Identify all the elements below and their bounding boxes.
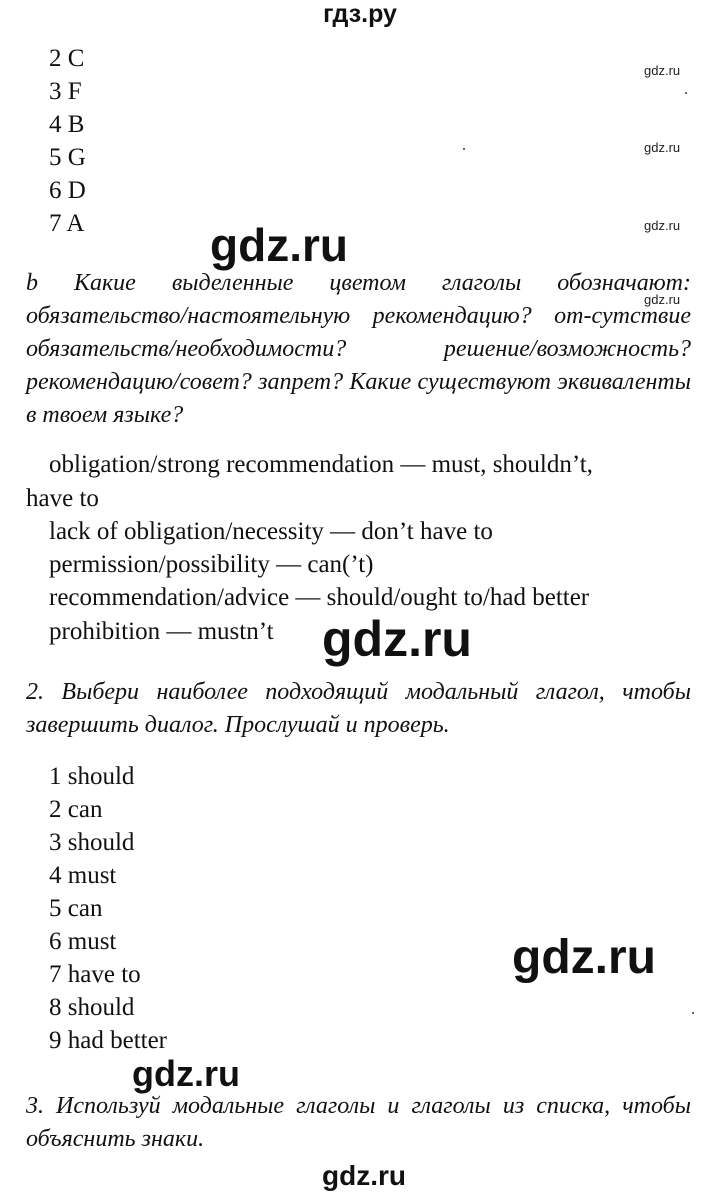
list-item: 9 had better (49, 1027, 168, 1054)
list-item: 3 F (49, 78, 82, 105)
list-item: 3 should (49, 829, 135, 856)
list-item: 4 B (49, 111, 85, 138)
section-a-answers (49, 42, 86, 240)
answer-line: permission/possibility — can(’t) (49, 551, 374, 578)
list-item: 2 can (49, 796, 103, 823)
list-item: 7 have to (49, 961, 141, 988)
list-item: 5 G (49, 144, 86, 171)
list-item: 6 D (49, 177, 86, 204)
watermark-small: gdz.ru (644, 63, 681, 78)
task-2-text: 2. Выбери наиболее подходящий модальный глагол, чтобы завершить диалог. Прослушай и проверь. (26, 679, 691, 738)
watermark-large: gdz.ru (512, 931, 656, 984)
scan-speck (685, 92, 687, 94)
scan-speck (463, 148, 465, 150)
list-item: 7 A (49, 210, 85, 237)
list-item: 6 must (49, 928, 117, 955)
watermark-small: gdz.ru (644, 292, 681, 307)
answer-line: prohibition — mustn’t (49, 618, 274, 645)
watermark-large: gdz.ru (322, 611, 472, 667)
watermark-small: gdz.ru (644, 218, 681, 233)
watermark-small: gdz.ru (644, 140, 681, 155)
answer-line: recommendation/advice — should/ought to/had better (49, 584, 590, 611)
footer-watermark: gdz.ru (322, 1160, 406, 1191)
list-item: 1 should (49, 763, 135, 790)
task-3-text: 3. Используй модальные глаголы и глаголы из списка, чтобы объяснить знаки. (26, 1093, 691, 1152)
list-item: 8 should (49, 994, 135, 1021)
watermark-large: gdz.ru (132, 1053, 240, 1094)
task-b-text: b Какие выделенные цветом глаголы обозначают: обязательство/настоятельную рекомендацию? от-сутствие обязательств/необходимости? решение/возможность? рекомендацию/совет? запрет? Какие существуют эквиваленты в твоем языке? (26, 270, 691, 428)
list-item: 2 C (49, 45, 85, 72)
list-item: 5 can (49, 895, 103, 922)
scan-speck (692, 1012, 694, 1014)
watermark-large: gdz.ru (210, 219, 348, 271)
answer-line: lack of obligation/necessity — don’t have to (49, 518, 493, 545)
site-title: гдз.ру (323, 0, 397, 28)
task-2-answers (49, 760, 167, 1057)
answer-line: obligation/strong recommendation — must, shouldn’t, (49, 451, 593, 478)
list-item: 4 must (49, 862, 117, 889)
answer-line: have to (26, 485, 99, 512)
